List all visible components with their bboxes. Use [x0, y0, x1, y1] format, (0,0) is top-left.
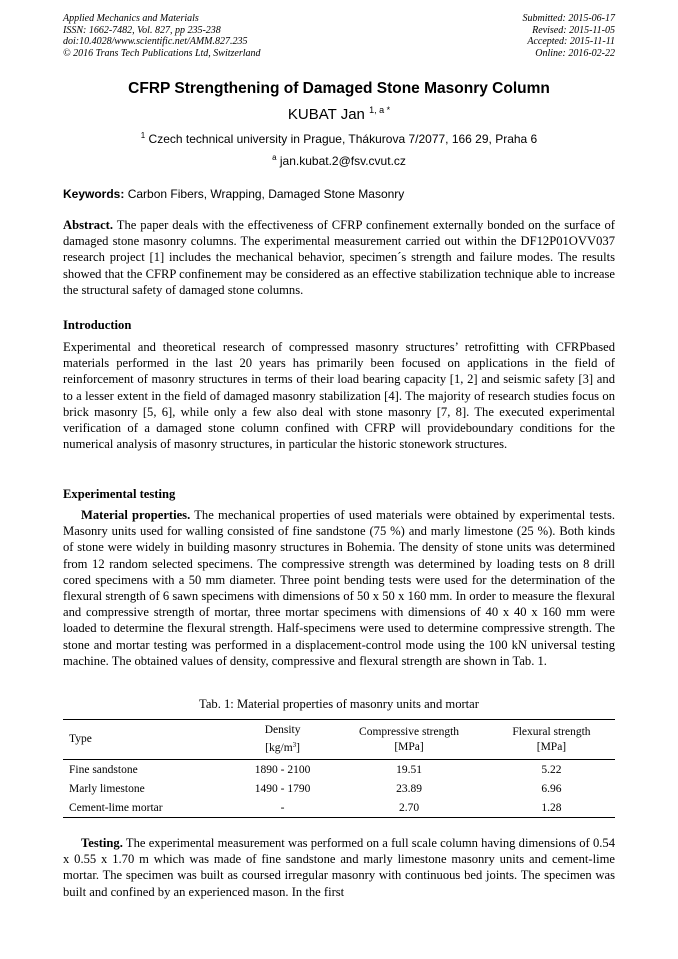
journal-issn: ISSN: 1662-7482, Vol. 827, pp 235-238: [63, 24, 221, 36]
flexural-unit: [MPa]: [536, 740, 567, 753]
affiliation-marker: 1: [140, 131, 146, 140]
cell-compressive: 2.70: [398, 801, 420, 814]
table-row: [63, 760, 615, 780]
experimental-heading: Experimental testing: [63, 487, 176, 501]
density-unit-close: ]: [296, 742, 300, 754]
author-name: KUBAT Jan: [287, 106, 365, 123]
journal-copyright: © 2016 Trans Tech Publications Ltd, Switzerland: [63, 47, 261, 59]
col-flexural-header: [488, 720, 615, 760]
keywords: [63, 187, 615, 201]
testing-text: The experimental measurement was performed on a full scale column having dimensions of 0.54 x 0.55 x 1.70 m which was made of fine sandstone and marly limestone masonry units and cement-lime mortar. The specimen was built as coursed irregular masonry with continuous bed joints. The specimen was built and confined by an experienced mason. In the first: [63, 836, 616, 899]
cell-flexural: 1.28: [541, 801, 562, 814]
journal-doi[interactable]: doi:10.4028/www.scientific.net/AMM.827.235: [63, 36, 248, 47]
cell-type: Fine sandstone: [69, 763, 138, 776]
journal-name: Applied Mechanics and Materials: [63, 13, 199, 24]
author-line: [0, 105, 678, 123]
col-type-header: Type: [69, 733, 92, 745]
material-properties-paragraph: [63, 507, 615, 669]
material-properties-text: The mechanical properties of used materials were obtained by experimental tests. Masonry units used for walling consisted of fine sandstone (75 %) and marly limestone (25 %). Both kinds of stone were widely in building masonry structures in Bohemia. The density of stone units was determined from 12 random selected specimens. The compressive strength was determined by loading tests on 8 drill cored specimens with a 50 mm diameter. Three point bending tests were used for the determination of the flexural strength of 6 sawn specimens with dimensions of 50 x 50 x 160 mm. In order to measure the flexural and compressive strength of mortar, three mortar specimens with dimensions of 40 x 40 x 160 mm were loaded to determine the flexural strength. Half-specimens were used to determine compressive strength. The stone and mortar testing was performed in a displacement-control mode using the 100 kN universal testing machine. The obtained values of density, compressive and flexural strength are shown in Tab. 1.: [63, 508, 615, 668]
compressive-label: Compressive strength: [359, 725, 460, 738]
density-unit-base: [kg/m: [265, 742, 293, 754]
cell-compressive: 23.89: [396, 782, 422, 795]
density-label: Density: [264, 724, 301, 736]
cell-type: Cement-lime mortar: [69, 801, 163, 814]
compressive-unit: [MPa]: [394, 740, 424, 753]
revised-date: Revised: 2015-11-05: [532, 24, 615, 36]
cell-type: Marly limestone: [69, 782, 145, 795]
material-properties-table: [63, 719, 615, 818]
cell-flexural: 6.96: [541, 782, 562, 795]
author-affiliation-marker: 1, a *: [369, 105, 391, 115]
email-line: [0, 153, 678, 168]
testing-label: Testing.: [81, 836, 123, 850]
keywords-label: Keywords:: [63, 187, 125, 201]
keywords-text: Carbon Fibers, Wrapping, Damaged Stone Masonry: [127, 187, 405, 201]
abstract-text: The paper deals with the effectiveness of CFRP confinement externally bonded on the surface of damaged stone masonry columns. The experimental measurement carried out within the DF12P01OVV037 research project [1] includes the mechanical behavior, specimen´s strength and failure modes. The results showed that the CFRP confinement may be considered as an effective stabilization technique able to increase the structural safety of damaged stone columns.: [63, 218, 616, 297]
material-properties-label: Material properties.: [81, 508, 191, 522]
introduction-heading: Introduction: [63, 318, 132, 332]
cell-compressive: 19.51: [396, 763, 422, 776]
introduction-text: Experimental and theoretical research of compressed masonry structures’ retrofitting with CFRPbased materials performed in the last 20 years has primarily been focused on applications in the field of reinforcement of masonry structures in terms of their load bearing capacity [1, 2] and seismic safety [3] and to a lesser extent in the field of damaged masonry stabilization [4]. The majority of research studies focus on brick masonry [5, 6], while only a few also deal with stone masonry [7, 8]. The executed experimental verification of a damaged stone column confined with CFRP will provideboundary conditions for the numerical analysis of masonry structures, in particular the historic stonework structures.: [63, 340, 615, 452]
col-density-header: [235, 720, 330, 760]
affiliation-text: Czech technical university in Prague, Thákurova 7/2077, 166 29, Praha 6: [148, 132, 538, 146]
cell-flexural: 5.22: [541, 763, 562, 776]
col-compressive-header: [330, 720, 488, 760]
density-unit-exponent: 3: [292, 741, 297, 749]
cell-density: 1890 - 2100: [254, 763, 311, 776]
submitted-date: Submitted: 2015-06-17: [522, 13, 615, 24]
submission-dates: [523, 13, 616, 59]
cell-density: -: [280, 801, 285, 814]
table-row: [63, 779, 615, 798]
paper-title: CFRP Strengthening of Damaged Stone Masonry Column: [128, 80, 550, 97]
online-date: Online: 2016-02-22: [535, 47, 615, 59]
email-marker: a: [272, 153, 277, 162]
abstract: [63, 217, 615, 298]
table-row: [63, 798, 615, 818]
testing-paragraph: [63, 835, 615, 900]
accepted-date: Accepted: 2015-11-11: [527, 36, 615, 47]
table-caption: Tab. 1: Material properties of masonry units and mortar: [199, 697, 479, 711]
density-unit: [241, 738, 324, 756]
cell-density: 1490 - 1790: [254, 782, 311, 795]
abstract-label: Abstract.: [63, 218, 114, 232]
table-header-row: [63, 720, 615, 760]
affiliation: [0, 131, 678, 146]
flexural-label: Flexural strength: [512, 725, 591, 738]
email-address[interactable]: jan.kubat.2@fsv.cvut.cz: [279, 154, 406, 168]
journal-info: [63, 13, 261, 59]
